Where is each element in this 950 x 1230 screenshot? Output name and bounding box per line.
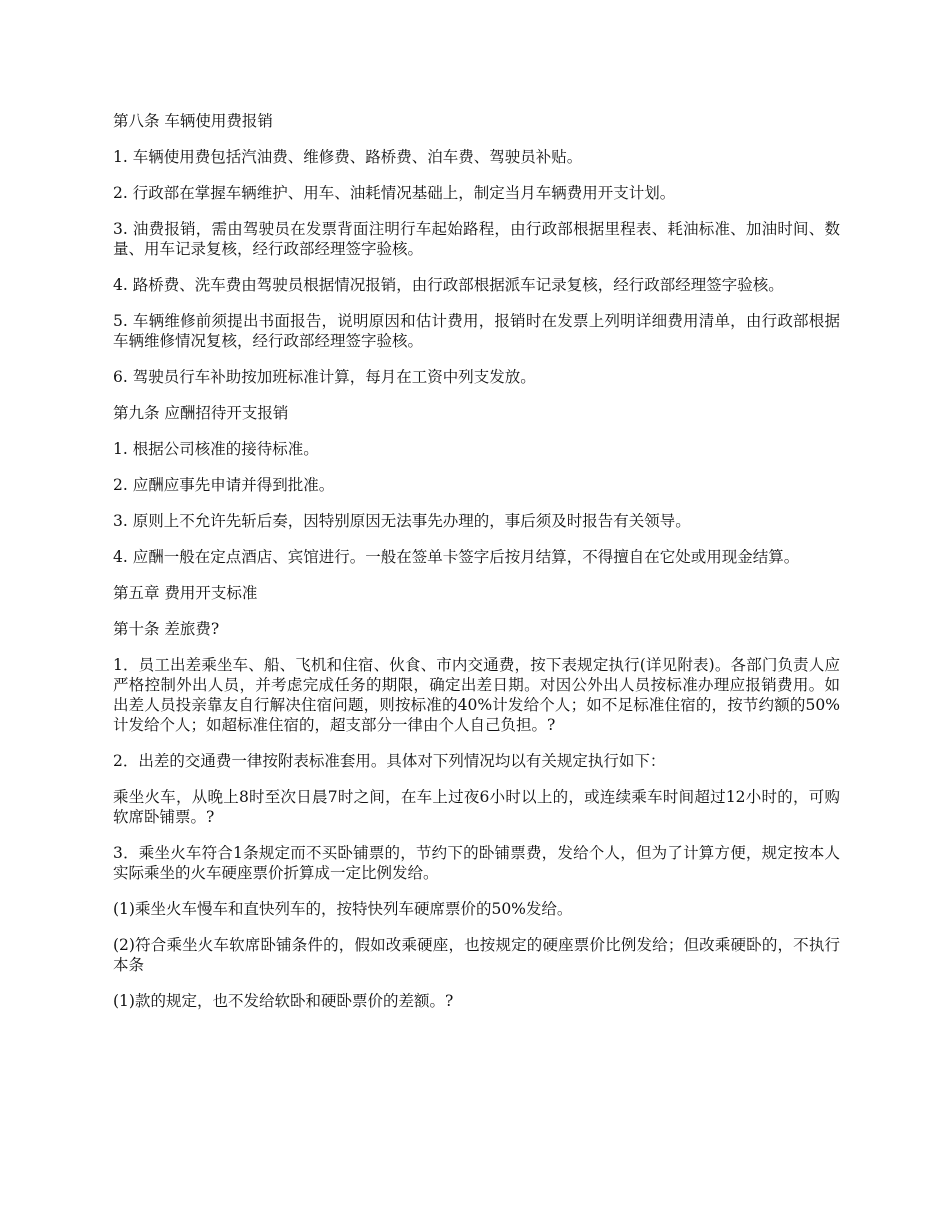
article-8-item-3: 3. 油费报销，需由驾驶员在发票背面注明行车起始路程，由行政部根据里程表、耗油标准、加油时间、数量、用车记录复核，经行政部经理签字验核。 [113, 220, 840, 258]
document-body [113, 111, 840, 1027]
article-8-item-1: 1. 车辆使用费包括汽油费、维修费、路桥费、泊车费、驾驶员补贴。 [113, 148, 583, 166]
train-sleeper-rule: 乘坐火车，从晚上8时至次日晨7时之间，在车上过夜6小时以上的，或连续乘车时间超过12小时的，可购软席卧铺票。? [113, 788, 840, 826]
article-8-heading: 第八条 车辆使用费报销 [113, 112, 273, 130]
article-10-item-1: 1．员工出差乘坐车、船、飞机和住宿、伙食、市内交通费，按下表规定执行(详见附表)。各部门负责人应严格控制外出人员，并考虑完成任务的期限，确定出差日期。对因公外出人员按标准办理应报销费用。如出差人员投亲靠友自行解决住宿问题，则按标准的40%计发给个人；如不足标准住宿的，按节约额的50%计发给个人；如超标准住宿的，超支部分一律由个人自己负担。? [113, 656, 840, 734]
article-10-heading: 第十条 差旅费? [113, 620, 220, 638]
sub-item-1: (1)乘坐火车慢车和直快列车的，按特快列车硬席票价的50%发给。 [113, 900, 573, 918]
article-8-item-4: 4. 路桥费、洗车费由驾驶员根据情况报销，由行政部根据派车记录复核，经行政部经理签字验核。 [113, 276, 784, 294]
article-9-item-2: 2. 应酬应事先申请并得到批准。 [113, 476, 335, 494]
sub-item-1-continuation: (1)款的规定，也不发给软卧和硬卧票价的差额。? [113, 992, 454, 1010]
chapter-5-heading: 第五章 费用开支标准 [113, 584, 258, 602]
article-8-item-5: 5. 车辆维修前须提出书面报告，说明原因和估计费用，报销时在发票上列明详细费用清单，由行政部根据车辆维修情况复核，经行政部经理签字验核。 [113, 312, 840, 350]
article-9-heading: 第九条 应酬招待开支报销 [113, 404, 289, 422]
article-10-item-2: 2．出差的交通费一律按附表标准套用。具体对下列情况均以有关规定执行如下： [113, 752, 666, 770]
article-10-item-3: 3．乘坐火车符合1条规定而不买卧铺票的，节约下的卧铺票费，发给个人，但为了计算方便，规定按本人实际乘坐的火车硬座票价折算成一定比例发给。 [113, 844, 840, 882]
article-9-item-1: 1. 根据公司核准的接待标准。 [113, 440, 319, 458]
article-8-item-2: 2. 行政部在掌握车辆维护、用车、油耗情况基础上，制定当月车辆费用开支计划。 [113, 184, 676, 202]
sub-item-2: (2)符合乘坐火车软席卧铺条件的，假如改乘硬座，也按规定的硬座票价比例发给；但改乘硬卧的，不执行本条 [113, 936, 840, 974]
article-8-item-6: 6. 驾驶员行车补助按加班标准计算，每月在工资中列支发放。 [113, 368, 536, 386]
article-9-item-3: 3. 原则上不允许先斩后奏，因特别原因无法事先办理的，事后须及时报告有关领导。 [113, 512, 691, 530]
article-9-item-4: 4. 应酬一般在定点酒店、宾馆进行。一般在签单卡签字后按月结算，不得擅自在它处或用现金结算。 [113, 548, 800, 566]
